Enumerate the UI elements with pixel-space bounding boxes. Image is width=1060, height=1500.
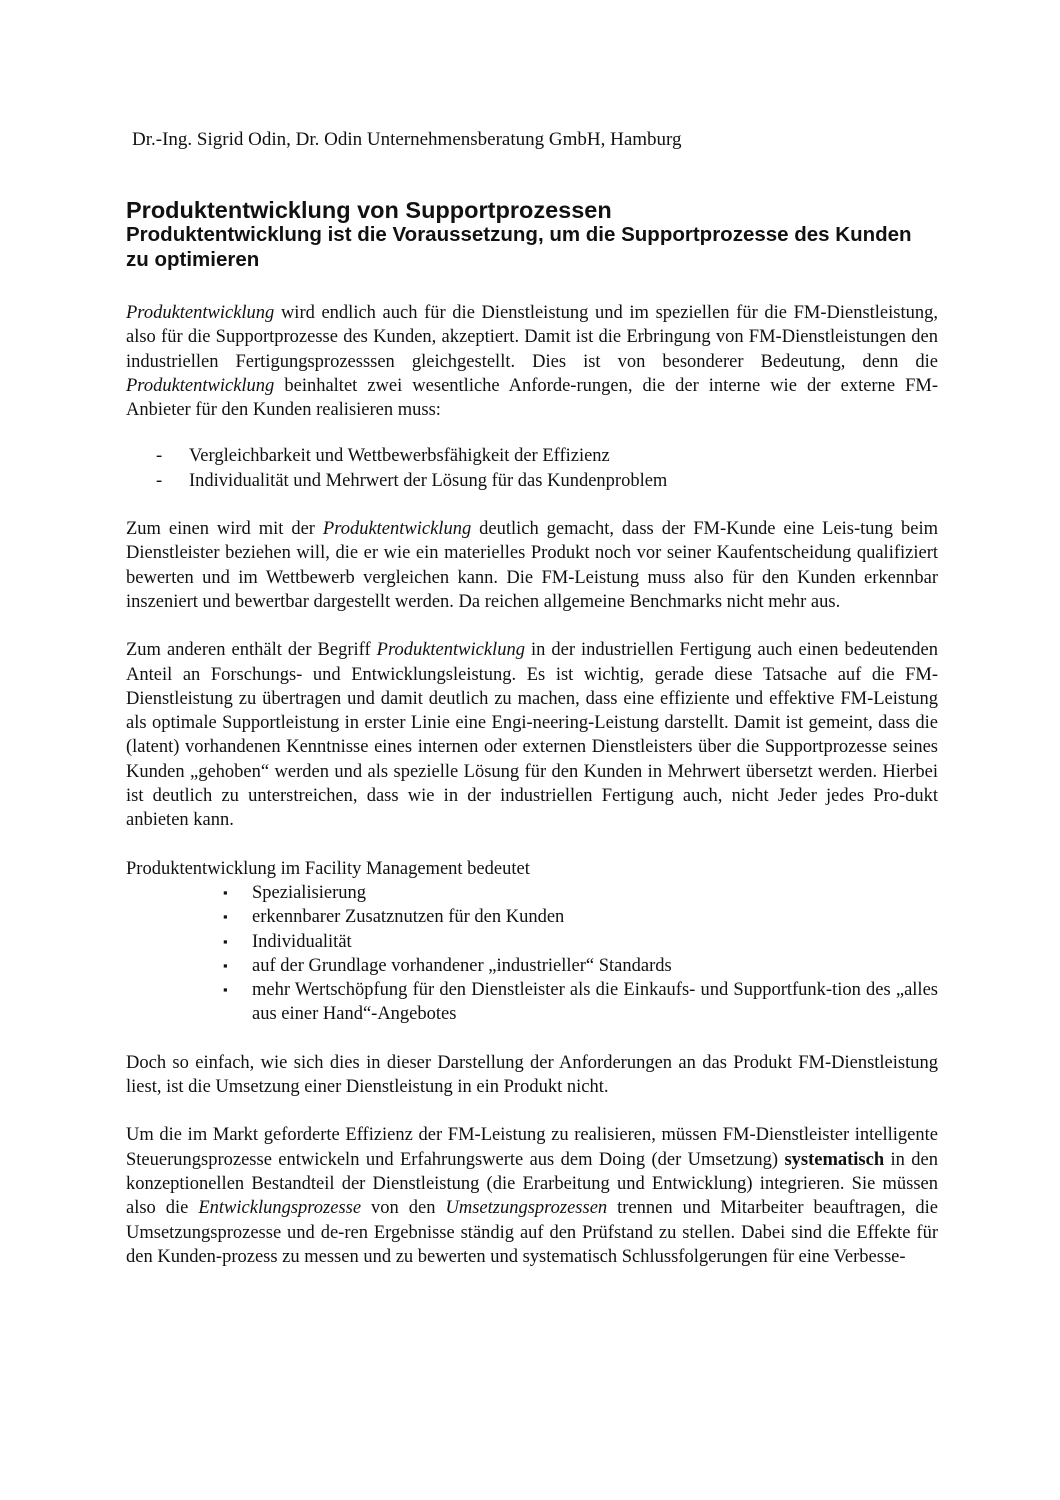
text-run: in der industriellen Fertigung auch einen bedeutenden Anteil an Forschungs- und Entwicklungsleistung. Es ist wichtig, gerade diese Tatsache auf die FM-Dienstleistung zu übertragen und damit deutlich zu machen, dass eine effiziente und effektive FM-Leistung als optimale Supportleistung in erster Linie eine Engi-neering-Leistung darstellt. Damit ist gemeint, dass die (latent) vorhandenen Kenntnisse eines internen oder externen Dienstleisters über die Supportprozesse seines Kunden „gehoben“ werden und als spezielle Lösung für den Kunden in Mehrwert übersetzt werden. Hierbei ist deutlich zu unterstreichen, dass wie in der industriellen Fertigung auch, nicht Jeder jedes Pro-dukt anbieten kann. <box>126 640 938 831</box>
text-run: Zum anderen enthält der Begriff <box>126 640 377 661</box>
list-item-text: Spezialisierung <box>252 882 367 903</box>
article-headline: Produktentwicklung von Supportprozessen <box>126 197 612 223</box>
fm-list-intro: Produktentwicklung im Facility Management bedeutet <box>126 858 530 879</box>
paragraph-implementation: Doch so einfach, wie sich dies in dieser Darstellung der Anforderungen an das Produkt FM-Dienstleistung liest, ist die Umsetzung einer Dienstleistung in ein Produkt nicht. <box>126 1052 938 1098</box>
list-item <box>126 930 938 954</box>
text-run: wird endlich auch für die Dienstleistung und im speziellen für die FM-Dienstleistung, also für die Supportprozesse des Kunden, akzeptiert. Damit ist die Erbringung von FM-Dienstleistungen den industriellen Fertigungsprozesssen gleichgestellt. Dies ist von besonderer Bedeutung, denn die <box>126 303 938 372</box>
text-run: deutlich gemacht, dass der FM-Kunde eine Leis-tung beim Dienstleister beziehen will, die er wie ein materielles Produkt noch vor seiner Kaufentscheidung qualifiziert bewerten und im Wettbewerb vergleichen kann. Die FM-Leistung muss also für den Kunden erkennbar inszeniert und bewertbar dargestellt werden. Da reichen allgemeine Benchmarks nicht mehr aus. <box>126 519 938 612</box>
square-bullet: ▪ <box>223 982 228 998</box>
emphasis-term: Produktentwicklung <box>126 303 275 323</box>
square-bullet: ▪ <box>223 957 228 973</box>
list-item <box>126 954 938 978</box>
article-subheadline: Produktentwicklung ist die Voraussetzung, um die Supportprozesse des Kunden zu optimieren <box>126 223 912 271</box>
list-item <box>126 469 938 493</box>
emphasis-term: Produktentwicklung <box>126 375 275 396</box>
text-run: von den <box>361 1198 446 1219</box>
emphasis-term: Produktentwicklung <box>322 519 472 540</box>
paragraph-engineering <box>126 638 938 832</box>
fm-meaning-list <box>126 881 938 1027</box>
list-item <box>126 881 938 905</box>
list-item-text: auf der Grundlage vorhandener „industrieller“ Standards <box>252 955 672 976</box>
paragraph-intro <box>126 301 938 422</box>
requirements-list <box>126 444 938 493</box>
list-item <box>126 905 938 929</box>
emphasis-term: Produktentwicklung <box>376 640 525 661</box>
text-run: Um die im Markt geforderte Effizienz der FM-Leistung zu realisieren, müssen FM-Dienstleister intelligente Steuerungsprozesse entwickeln und Erfahrungswerte aus dem Doing (der Umsetzung) <box>126 1125 938 1170</box>
author-line: Dr.-Ing. Sigrid Odin, Dr. Odin Unternehmensberatung GmbH, Hamburg <box>132 129 682 150</box>
text-run: trennen und Mitarbeiter beauftragen, die Umsetzungsprozesse und de-ren Ergebnisse ständig auf den Prüfstand zu stellen. Dabei sind die Effekte für den Kunden-prozess zu messen und zu bewerten und systematisch Schlussfolgerungen für eine Verbesse- <box>126 1198 939 1267</box>
list-item-text: Individualität <box>252 931 352 952</box>
square-bullet: ▪ <box>223 933 228 949</box>
dash-bullet: - <box>156 470 163 491</box>
emphasis-term: Entwicklungsprozesse <box>198 1198 362 1219</box>
list-item <box>126 978 938 1027</box>
document-page <box>126 128 938 1269</box>
text-run: in den konzeptionellen Bestandteil der Dienstleistung (die Erarbeitung und Entwicklung) integrieren. Sie müssen also die <box>126 1149 938 1219</box>
square-bullet: ▪ <box>223 909 228 925</box>
paragraph-comparability <box>126 517 938 614</box>
list-item-text: erkennbarer Zusatznutzen für den Kunden <box>252 907 565 928</box>
list-item <box>126 444 938 468</box>
square-bullet: ▪ <box>223 884 228 900</box>
emphasis-term: Umsetzungsprozessen <box>445 1198 608 1219</box>
paragraph-efficiency <box>126 1123 938 1269</box>
text-run: Zum einen wird mit der <box>126 519 323 540</box>
dash-bullet: - <box>156 446 163 467</box>
bold-term: systematisch <box>784 1149 885 1170</box>
list-item-text: Individualität und Mehrwert der Lösung für das Kundenproblem <box>189 470 668 491</box>
list-item-text: Vergleichbarkeit und Wettbewerbsfähigkeit der Effizienz <box>189 446 610 467</box>
list-item-text: mehr Wertschöpfung für den Dienstleister als die Einkaufs- und Supportfunk-tion des „alles aus einer Hand“-Angebotes <box>252 980 938 1025</box>
text-run: beinhaltet zwei wesentliche Anforde-rungen, die der interne wie der externe FM-Anbieter für den Kunden realisieren muss: <box>126 375 938 421</box>
